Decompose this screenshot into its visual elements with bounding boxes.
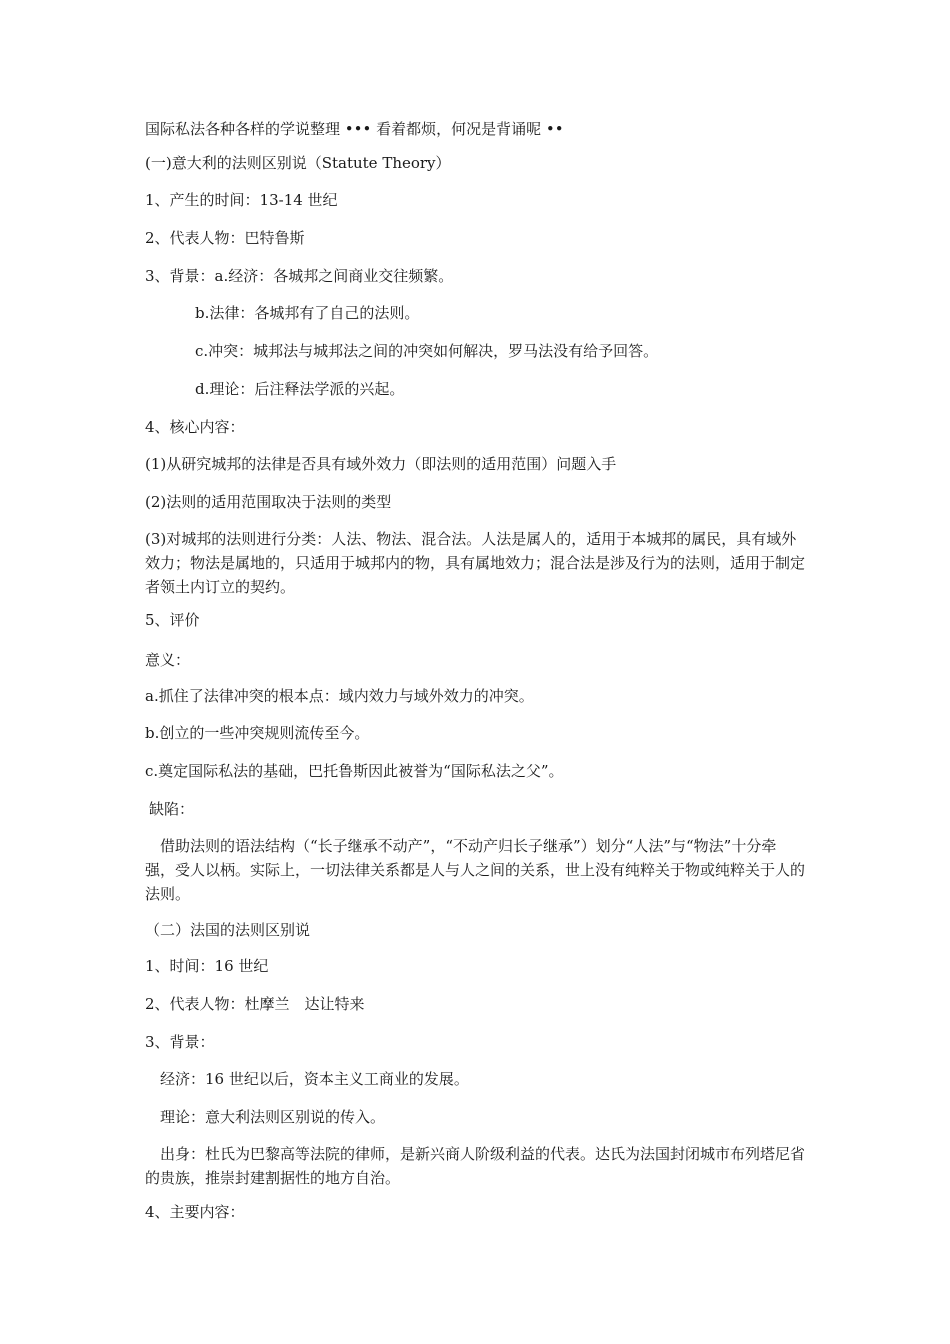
section-1-item-1: 1、产生的时间：13-14 世纪 [145, 191, 338, 209]
section-1-heading: (一)意大利的法则区别说（Statute Theory） [145, 154, 451, 172]
section-1-item-2: 2、代表人物：巴特鲁斯 [145, 229, 305, 247]
section-1-significance-label: 意义： [145, 651, 191, 669]
section-1-item-3c: c.冲突：城邦法与城邦法之间的冲突如何解决，罗马法没有给予回答。 [195, 342, 659, 360]
section-1-item-3d: d.理论：后注释法学派的兴起。 [195, 380, 405, 398]
section-1-item-4: 4、核心内容： [145, 418, 245, 436]
section-2-heading: （二）法国的法则区别说 [145, 921, 311, 939]
section-1-significance-b: b.创立的一些冲突规则流传至今。 [145, 724, 370, 742]
section-2-item-3b: 理论：意大利法则区别说的传入。 [160, 1108, 386, 1126]
section-2-item-3a: 经济：16 世纪以后，资本主义工商业的发展。 [160, 1070, 469, 1088]
section-1-significance-a: a.抓住了法律冲突的根本点：域内效力与域外效力的冲突。 [145, 687, 534, 705]
section-1-defect-text: 借助法则的语法结构（“长子继承不动产”，“不动产归长子继承”）划分“人法”与“物法”十分牵强，受人以柄。实际上，一切法律关系都是人与人之间的关系，世上没有纯粹关于物或纯粹关于人的法则。 [145, 837, 806, 903]
section-1-item-5: 5、评价 [145, 611, 200, 629]
section-2-item-3c: 出身：杜氏为巴黎高等法院的律师，是新兴商人阶级利益的代表。达氏为法国封闭城市布列塔尼省的贵族，推崇封建割据性的地方自治。 [145, 1145, 806, 1187]
section-2-item-4: 4、主要内容： [145, 1203, 245, 1221]
section-2-item-2: 2、代表人物：杜摩兰 达让特来 [145, 995, 365, 1013]
section-1-item-4-2: (2)法则的适用范围取决于法则的类型 [145, 493, 392, 511]
section-1-significance-c: c.奠定国际私法的基础，巴托鲁斯因此被誉为“国际私法之父”。 [145, 762, 564, 780]
section-1-item-3b: b.法律：各城邦有了自己的法则。 [195, 304, 420, 322]
section-2-item-1: 1、时间：16 世纪 [145, 957, 269, 975]
section-1-item-4-1: (1)从研究城邦的法律是否具有域外效力（即法则的适用范围）问题入手 [145, 455, 617, 473]
section-1-defect-label: 缺陷： [149, 800, 195, 818]
section-2-item-3: 3、背景： [145, 1033, 215, 1051]
section-1-item-3: 3、背景：a.经济：各城邦之间商业交往频繁。 [145, 267, 454, 285]
document-title-line: 国际私法各种各样的学说整理 ••• 看着都烦，何况是背诵呢 •• [145, 120, 564, 138]
section-1-item-4-3: (3)对城邦的法则进行分类：人法、物法、混合法。人法是属人的，适用于本城邦的属民，具有域外效力；物法是属地的，只适用于城邦内的物，具有属地效力；混合法是涉及行为的法则，适用于制定者领土内订立的契约。 [145, 530, 806, 596]
